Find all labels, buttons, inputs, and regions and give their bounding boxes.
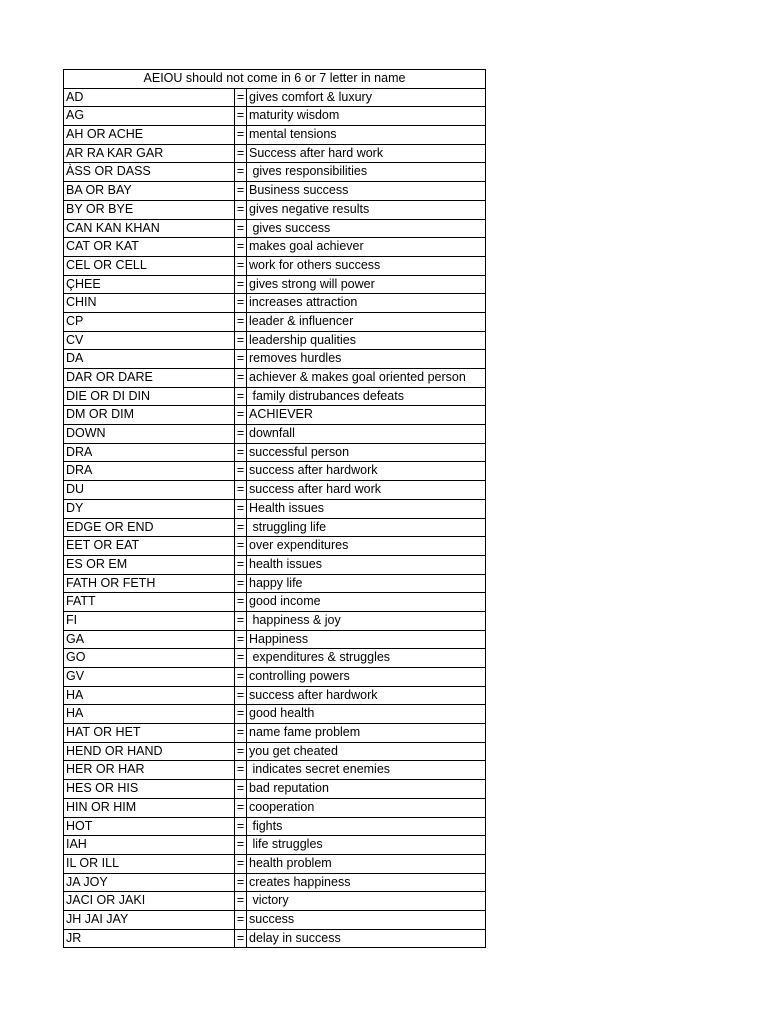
meaning-cell: success after hardwork (247, 687, 486, 705)
equals-cell: = (234, 930, 247, 948)
table-row (64, 163, 486, 182)
equals-cell: = (234, 724, 247, 742)
code-cell: AD (66, 89, 84, 104)
code-cell: AG (66, 108, 85, 123)
code-cell: HER OR HAR (66, 762, 145, 777)
code-cell: GV (66, 669, 85, 683)
meaning-cell: family distrubances defeats (247, 388, 486, 406)
code-cell: DA (66, 351, 84, 366)
meaning-cell: name fame problem (247, 724, 486, 742)
table-header: AEIOU should not come in 6 or 7 letter in name (143, 71, 406, 85)
equals-cell: = (234, 818, 247, 836)
meaning-cell: success (247, 911, 486, 929)
equals-cell: = (234, 631, 247, 649)
equals-cell: = (234, 799, 247, 817)
equals-cell: = (234, 556, 247, 574)
code-cell: CAN KAN KHAN (66, 220, 160, 235)
table-row (64, 705, 486, 724)
equals-cell: = (234, 276, 247, 294)
table-row (64, 462, 486, 481)
meaning-cell: maturity wisdom (247, 107, 486, 125)
code-cell: IL OR ILL (66, 855, 120, 870)
code-cell: HA (66, 687, 84, 702)
meaning-cell: victory (247, 892, 486, 910)
table-row (64, 930, 486, 949)
equals-cell: = (234, 911, 247, 929)
equals-cell: = (234, 780, 247, 798)
equals-cell: = (234, 238, 247, 256)
table-row (64, 649, 486, 668)
meaning-cell: good health (247, 705, 486, 723)
table-row (64, 874, 486, 893)
code-cell: DOWN (66, 426, 106, 441)
meaning-cell: ACHIEVER (247, 406, 486, 424)
table-row (64, 481, 486, 500)
meaning-cell: increases attraction (247, 294, 486, 312)
equals-cell: = (234, 612, 247, 630)
table-row (64, 818, 486, 837)
equals-cell: = (234, 257, 247, 275)
table-row (64, 332, 486, 351)
table-row (64, 631, 486, 650)
code-cell: DRA (66, 463, 93, 478)
code-cell: HEND OR HAND (66, 743, 163, 758)
meaning-cell: creates happiness (247, 874, 486, 892)
table-row (64, 724, 486, 743)
code-cell: FATH OR FETH (66, 575, 156, 590)
table-row (64, 911, 486, 930)
table-row (64, 687, 486, 706)
code-cell: AH OR ACHE (66, 127, 144, 142)
equals-cell: = (234, 388, 247, 406)
table-row (64, 257, 486, 276)
meaning-cell: gives success (247, 220, 486, 238)
code-cell: ÇHEE (66, 276, 101, 291)
code-cell: EET OR EAT (66, 538, 140, 553)
equals-cell: = (234, 332, 247, 350)
table-row (64, 743, 486, 762)
table-row (64, 836, 486, 855)
table-row (64, 500, 486, 519)
meaning-cell: life struggles (247, 836, 486, 854)
table-row (64, 612, 486, 631)
table-row (64, 201, 486, 220)
equals-cell: = (234, 537, 247, 555)
table-row (64, 126, 486, 145)
code-cell: DY (66, 500, 84, 515)
meaning-cell: leadership qualities (247, 332, 486, 350)
meaning-cell: makes goal achiever (247, 238, 486, 256)
table-row (64, 892, 486, 911)
meaning-cell: happy life (247, 575, 486, 593)
code-cell: ÀSS OR DASS (66, 164, 151, 179)
table-row (64, 89, 486, 108)
code-cell: CV (66, 332, 84, 347)
equals-cell: = (234, 743, 247, 761)
code-cell: DRA (66, 444, 93, 459)
name-meaning-table (63, 69, 486, 948)
equals-cell: = (234, 874, 247, 892)
code-cell: HA (66, 706, 84, 721)
meaning-cell: Health issues (247, 500, 486, 518)
meaning-cell: leader & influencer (247, 313, 486, 331)
code-cell: AR RA KAR GAR (66, 145, 164, 160)
meaning-cell: bad reputation (247, 780, 486, 798)
table-row (64, 145, 486, 164)
meaning-cell: mental tensions (247, 126, 486, 144)
table-row (64, 556, 486, 575)
meaning-cell: gives strong will power (247, 276, 486, 294)
table-row (64, 276, 486, 295)
code-cell: DM OR DIM (66, 407, 135, 422)
meaning-cell: Success after hard work (247, 145, 486, 163)
equals-cell: = (234, 668, 247, 686)
meaning-cell: gives responsibilities (247, 163, 486, 181)
equals-cell: = (234, 201, 247, 219)
equals-cell: = (234, 350, 247, 368)
meaning-cell: successful person (247, 444, 486, 462)
code-cell: HAT OR HET (66, 725, 141, 740)
table-body (64, 89, 486, 949)
equals-cell: = (234, 575, 247, 593)
table-row (64, 313, 486, 332)
code-cell: HES OR HIS (66, 781, 139, 796)
table-row (64, 388, 486, 407)
equals-cell: = (234, 313, 247, 331)
equals-cell: = (234, 89, 247, 107)
meaning-cell: gives negative results (247, 201, 486, 219)
meaning-cell: Happiness (247, 631, 486, 649)
code-cell: CP (66, 313, 84, 328)
meaning-cell: cooperation (247, 799, 486, 817)
code-cell: HOT (66, 818, 93, 833)
equals-cell: = (234, 500, 247, 518)
table-row (64, 182, 486, 201)
table-row (64, 519, 486, 538)
meaning-cell: controlling powers (247, 668, 486, 686)
meaning-cell: delay in success (247, 930, 486, 948)
table-row (64, 799, 486, 818)
table-row (64, 369, 486, 388)
table-row (64, 238, 486, 257)
equals-cell: = (234, 294, 247, 312)
meaning-cell: happiness & joy (247, 612, 486, 630)
meaning-cell: health problem (247, 855, 486, 873)
table-row (64, 780, 486, 799)
code-cell: JACI OR JAKI (66, 893, 146, 908)
table-row (64, 107, 486, 126)
table-row (64, 761, 486, 780)
table-row (64, 220, 486, 239)
table-row (64, 855, 486, 874)
table-row (64, 294, 486, 313)
meaning-cell: success after hard work (247, 481, 486, 499)
equals-cell: = (234, 145, 247, 163)
meaning-cell: good income (247, 593, 486, 611)
code-cell: CEL OR CELL (66, 257, 147, 272)
table-row (64, 425, 486, 444)
equals-cell: = (234, 892, 247, 910)
equals-cell: = (234, 481, 247, 499)
equals-cell: = (234, 220, 247, 238)
equals-cell: = (234, 163, 247, 181)
code-cell: DIE OR DI DIN (66, 388, 151, 403)
code-cell: IAH (66, 837, 87, 852)
meaning-cell: expenditures & struggles (247, 649, 486, 667)
equals-cell: = (234, 855, 247, 873)
code-cell: EDGE OR END (66, 519, 154, 534)
equals-cell: = (234, 705, 247, 723)
equals-cell: = (234, 425, 247, 443)
meaning-cell: fights (247, 818, 486, 836)
code-cell: DAR OR DARE (66, 370, 153, 384)
meaning-cell: indicates secret enemies (247, 761, 486, 779)
equals-cell: = (234, 369, 247, 387)
meaning-cell: work for others success (247, 257, 486, 275)
code-cell: GA (66, 631, 85, 646)
code-cell: JH JAI JAY (66, 911, 129, 926)
equals-cell: = (234, 107, 247, 125)
code-cell: JA JOY (66, 874, 108, 889)
equals-cell: = (234, 406, 247, 424)
code-cell: ES OR EM (66, 556, 128, 571)
code-cell: CAT OR KAT (66, 239, 139, 254)
code-cell: BA OR BAY (66, 183, 132, 198)
equals-cell: = (234, 761, 247, 779)
meaning-cell: Business success (247, 182, 486, 200)
equals-cell: = (234, 836, 247, 854)
table-row (64, 537, 486, 556)
code-cell: BY OR BYE (66, 201, 134, 216)
table-header-row (64, 70, 486, 89)
table-row (64, 593, 486, 612)
equals-cell: = (234, 593, 247, 611)
code-cell: DU (66, 482, 85, 497)
equals-cell: = (234, 519, 247, 537)
table-row (64, 444, 486, 463)
meaning-cell: removes hurdles (247, 350, 486, 368)
code-cell: GO (66, 650, 86, 665)
equals-cell: = (234, 182, 247, 200)
meaning-cell: struggling life (247, 519, 486, 537)
meaning-cell: health issues (247, 556, 486, 574)
meaning-cell: success after hardwork (247, 462, 486, 480)
meaning-cell: achiever & makes goal oriented person (247, 369, 486, 387)
equals-cell: = (234, 444, 247, 462)
meaning-cell: you get cheated (247, 743, 486, 761)
code-cell: HIN OR HIM (66, 799, 137, 814)
code-cell: CHIN (66, 295, 97, 310)
meaning-cell: over expenditures (247, 537, 486, 555)
meaning-cell: downfall (247, 425, 486, 443)
equals-cell: = (234, 649, 247, 667)
code-cell: JR (66, 930, 82, 945)
code-cell: FATT (66, 594, 96, 609)
equals-cell: = (234, 462, 247, 480)
table-row (64, 406, 486, 425)
meaning-cell: gives comfort & luxury (247, 89, 486, 107)
table-row (64, 350, 486, 369)
table-row (64, 575, 486, 594)
equals-cell: = (234, 126, 247, 144)
code-cell: FI (66, 612, 78, 627)
equals-cell: = (234, 687, 247, 705)
table-row (64, 668, 486, 687)
